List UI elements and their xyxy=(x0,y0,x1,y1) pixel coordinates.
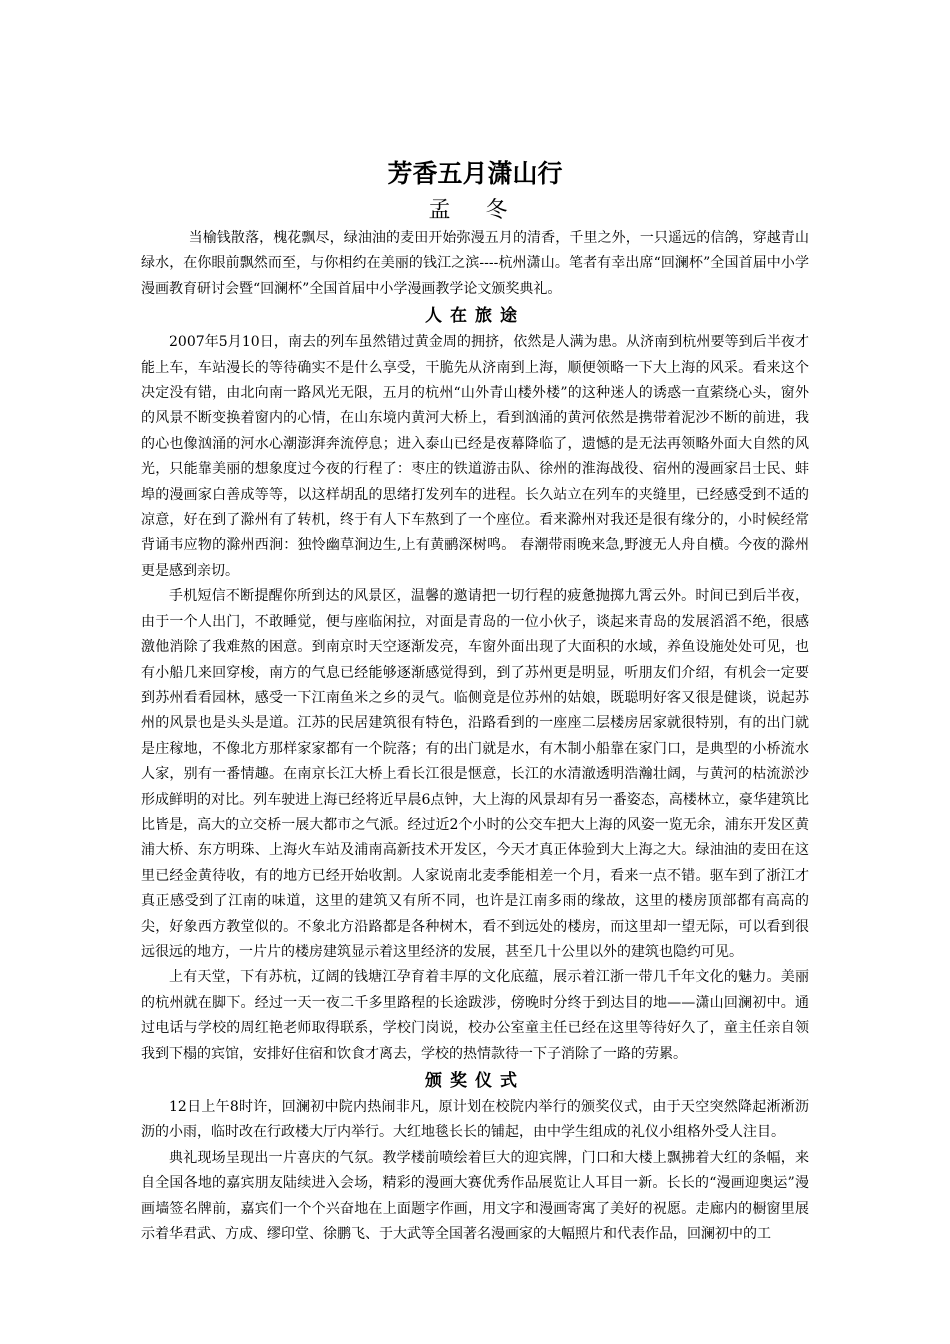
section-heading-journey: 人在旅途 xyxy=(425,306,525,327)
ceremony-paragraph-2: 典礼现场呈现出一片喜庆的气氛。教学楼前喷绘着巨大的迎宾牌，门口和大楼上飘拂着大红的条幅，来自全国各地的嘉宾朋友陆续进入会场，精彩的漫画大赛优秀作品展览让人耳目一新。长长的“漫画迎奥运”漫画墙签名牌前，嘉宾们一个个兴奋地在上面题字作画，用文字和漫画寄寓了美好的祝愿。走廊内的橱窗里展示着华君武、方成、缪印堂、徐鹏飞、于大武等全国著名漫画家的大幅照片和代表作品，回澜初中的工 xyxy=(141,1149,809,1243)
article-title: 芳香五月潇山行 xyxy=(387,159,563,188)
intro-paragraph: 当榆钱散落，槐花飘尽，绿油油的麦田开始弥漫五月的清香，千里之外，一只遥远的信鸽，穿越青山绿水，在你眼前飘然而至，与你相约在美丽的钱江之滨----杭州潇山。笔者有幸出席“回澜杯”全国首届中小学漫画教育研讨会暨“回澜杯”全国首届中小学漫画教学论文颁奖典礼。 xyxy=(141,230,809,297)
article-body xyxy=(141,226,809,1247)
journey-paragraph-1: 2007年5月10日，南去的列车虽然错过黄金周的拥挤，依然是人满为患。从济南到杭州要等到后半夜才能上车，车站漫长的等待确实不是什么享受，干脆先从济南到上海，顺便领略一下大上海的风采。看来这个决定没有错，由北向南一路风光无限，五月的杭州“山外青山楼外楼”的这种迷人的诱惑一直萦绕心头，窗外的风景不断变换着窗内的心情，在山东境内黄河大桥上，看到汹涌的黄河依然是携带着泥沙不断的前进，我的心也像汹涌的河水心潮澎湃奔流停息；进入泰山已经是夜幕降临了，遗憾的是无法再领略外面大自然的风光，只能靠美丽的想象度过今夜的行程了：枣庄的铁道游击队、徐州的淮海战役、宿州的漫画家吕士民、蚌埠的漫画家白善成等等，以这样胡乱的思绪打发列车的进程。长久站立在列车的夹缝里，已经感受到不适的凉意，好在到了滁州有了转机，终于有人下车熬到了一个座位。看来滁州对我还是很有缘分的，小时候经常背诵韦应物的滁州西涧：独怜幽草涧边生,上有黄鹂深树鸣。 春潮带雨晚来急,野渡无人舟自横。今夜的滁州更是感到亲切。 xyxy=(141,334,809,579)
ceremony-paragraph-1: 12日上午8时许，回澜初中院内热闹非凡，原计划在校院内举行的颁奖仪式，由于天空突然降起淅淅沥沥的小雨，临时改在行政楼大厅内举行。大红地毯长长的铺起，由中学生组成的礼仪小组格外受人注目。 xyxy=(141,1099,809,1141)
journey-paragraph-2: 手机短信不断提醒你所到达的风景区，温馨的邀请把一切行程的疲惫抛掷九霄云外。时间已到后半夜，由于一个人出门，不敢睡觉，便与座临闲拉，对面是青岛的一位小伙子，谈起来青岛的发展滔滔不绝，很感激他消除了我难熬的困意。到南京时天空逐渐发亮，车窗外面出现了大面积的水域，养鱼设施处处可见，也有小船几来回穿梭，南方的气息已经能够逐渐感觉得到，到了苏州更是明显，听朋友们介绍，有机会一定要到苏州看看园林，感受一下江南鱼米之乡的灵气。临侧竟是位苏州的姑娘，既聪明好客又很是健谈，说起苏州的风景也是头头是道。江苏的民居建筑很有特色，沿路看到的一座座二层楼房居家就很特别，有的出门就是庄稼地，不像北方那样家家都有一个院落；有的出门就是水，有木制小船靠在家门口，是典型的小桥流水人家，别有一番情趣。在南京长江大桥上看长江很是惬意，长江的水清澈透明浩瀚壮阔，与黄河的枯流淤沙形成鲜明的对比。列车驶进上海已经将近早晨6点钟，大上海的风景却有另一番姿态，高楼林立，豪华建筑比比皆是，高大的立交桥一展大都市之气派。经过近2个小时的公交车把大上海的风姿一览无余，浦东开发区黄浦大桥、东方明珠、上海火车站及浦南高新技术开发区，今天才真正体验到大上海之大。绿油油的麦田在这里已经金黄待收，有的地方已经开始收割。人家说南北麦季能相差一个月，看来一点不错。驱车到了浙江才真正感受到了江南的味道，这里的建筑又有所不同，也许是江南多雨的缘故，这里的楼房顶部都有高高的尖，好象西方教堂似的。不象北方沿路都是各种树木，看不到远处的楼房，而这里却一望无际，可以看到很远很远的地方，一片片的楼房建筑显示着这里经济的发展，甚至几十公里以外的建筑也隐约可见。 xyxy=(141,588,809,960)
article-author: 孟 冬 xyxy=(428,198,522,223)
journey-paragraph-3: 上有天堂，下有苏杭，辽阔的钱塘江孕育着丰厚的文化底蕴，展示着江浙一带几千年文化的魅力。美丽的杭州就在脚下。经过一天一夜二千多里路程的长途跋涉，傍晚时分终于到达目的地——潇山回澜初中。通过电话与学校的周红艳老师取得联系，学校门岗说，校办公室童主任已经在这里等待好久了，童主任亲自领我到下榻的宾馆，安排好住宿和饮食才离去，学校的热情款待一下子消除了一路的劳累。 xyxy=(141,969,809,1062)
section-heading-ceremony: 颁奖仪式 xyxy=(425,1071,525,1091)
